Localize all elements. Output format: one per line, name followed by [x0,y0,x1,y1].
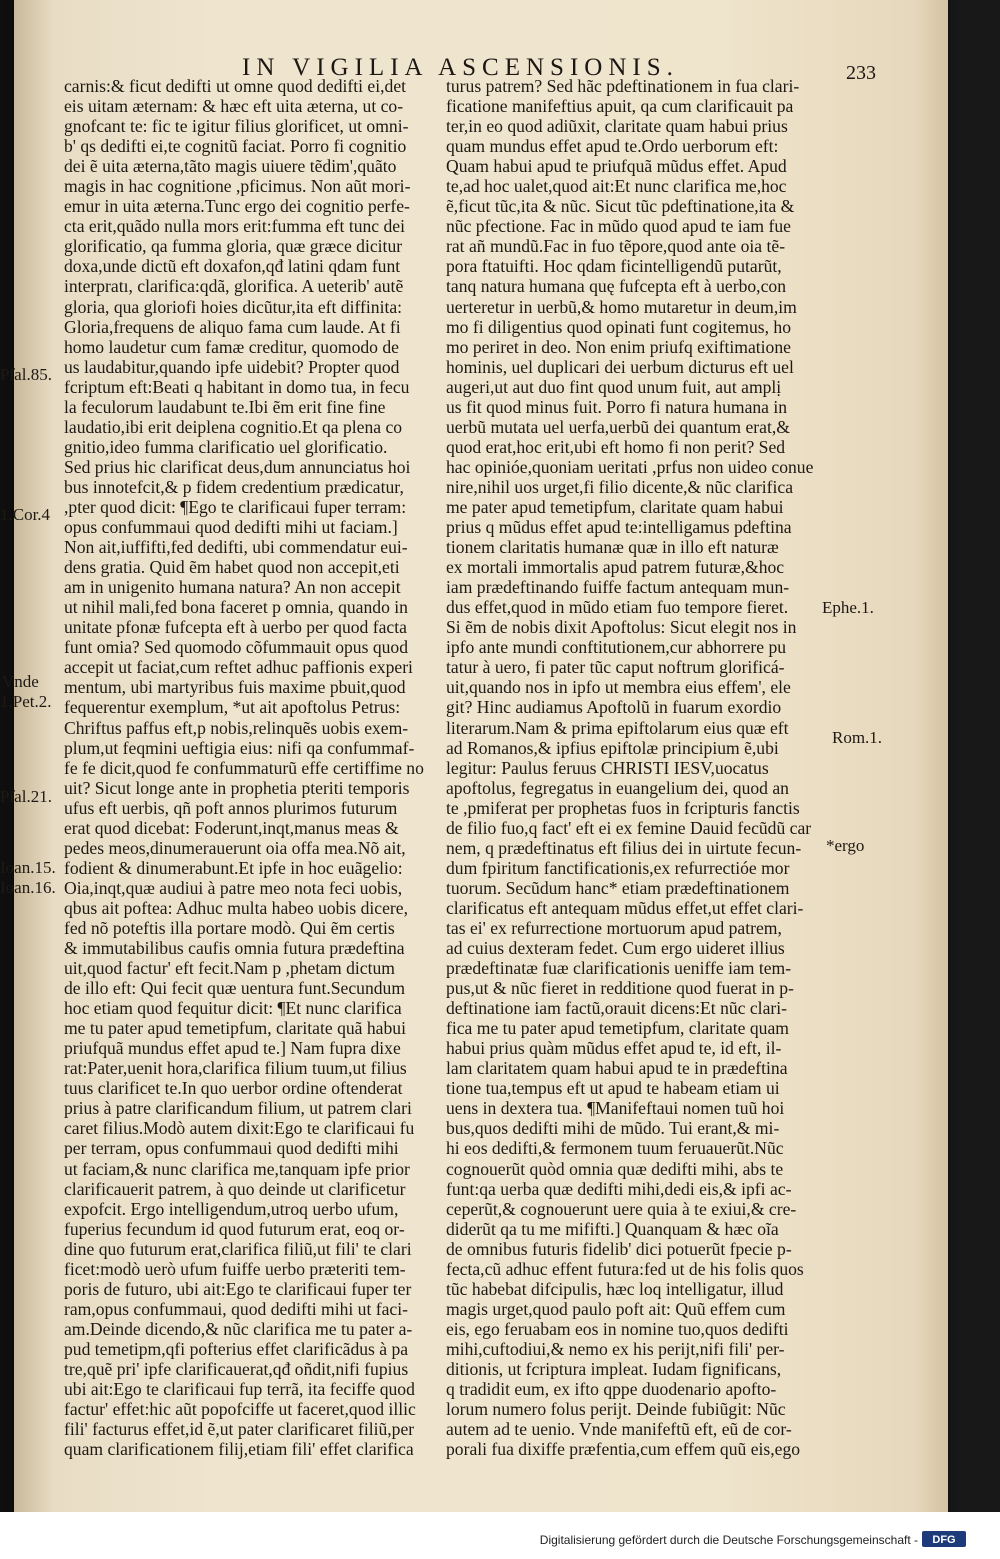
text-line: fe fe dicit,quod fe confummaturũ effe certiffime no [64,757,424,778]
text-line: dens gratia. Quid ẽm habet quod non accepit,eti [64,557,400,578]
text-line: apoftolus, fegregatus in euangelium dei, quod an [446,777,789,798]
text-line: augeri,ut aut duo fint quod unum fuit, aut amplị [446,376,782,397]
text-line: tas ei' ex refurrectione mortuorum apud patrem, [446,917,782,938]
text-line: prius à patre clarificandum filium, ut patrem clari [64,1098,412,1119]
text-line: quam mundus effet apud te.Ordo uerborum eft: [446,136,779,157]
book-edge-shadow [948,0,1000,1512]
margin-note-psal21: Pſal.21. [0,787,52,806]
text-line: mo fi diligentius quod opinati funt cogitemus, ho [446,316,792,337]
text-line: hac opinióe,quoniam ueritati ,prfus non uideo conue [446,456,814,477]
text-line: fili' facturus effet,id ẽ,ut pater clarificaret filiũ,per [64,1419,415,1440]
margin-note-1cor4: 1.Cor.4 [0,505,51,524]
dfg-logo [922,1531,966,1547]
text-line: doxa,unde dictũ eft doxafon,qđ latini qdam funt [64,256,401,277]
digitization-footer [0,1512,1000,1559]
text-line: tionem claritatis humanæ quæ in illo eft naturæ [446,537,779,558]
text-line: tũc habebat difcipulis, hæc loq intelligatur, illud [446,1278,784,1299]
text-line: fequerentur exemplum, *ut ait apoftolus Petrus: [64,697,401,718]
text-line: mihi,cuftodiui,& nemo ex his perijt,nifi fili' per- [446,1338,785,1359]
text-line: tanq natura humana quę fufcepta eft à uerbo,con [446,276,786,297]
text-line: uit,quando nos in ipfo ut membra eius effem', ele [446,677,791,698]
text-line: funt omia? Sed quomodo cõfummauit opus quod [64,637,409,658]
text-line: caret filius.Modò autem dixit:Ego te clarificaui fu [64,1118,415,1139]
text-line: Quam habui apud te priufquã mũdus effet. Apud [446,156,787,177]
text-line: ,pter quod dicit: ¶Ego te clarificaui fuper terram: [64,496,407,517]
text-line: gnitio,ideo fumma clarificatio uel glorificatio. [64,436,388,457]
text-line: laudatio,ibi erit deiplena cognitio.Et qa plena co [64,416,403,437]
text-line: magis in hac cognitione ,pficimus. Non aũt mori- [64,176,411,197]
text-line: habui prius quàm mũdus effet apud te, id eft, il- [446,1038,782,1059]
text-line: gloria, qua gloriofi hoies dicũtur,ita eft diffinita: [64,296,403,317]
text-line: ipfo ante mundi conftitutionem,cur abhorrere pu [446,637,787,658]
text-line: Sed prius hic clarificat deus,dum annunciatus hoi [64,456,411,477]
text-line: nem, q prædeftinatus eft filius dei in uirtute fecun- [446,837,802,858]
text-line: & immutabilibus caufis omnia futura prædeftina [64,938,405,959]
text-line: tre,quẽ pri' ipfe clarificauerat,qđ oñdit,nifi fupius [64,1359,409,1379]
text-line: b' qs dedifti ei,te cognitũ faciat. Porro fi cognitio [64,136,407,157]
text-line: pud temetipm,qfi pofterius effet clarificãdus à pa [64,1338,409,1359]
text-line: uit,quod factur' eft fecit.Nam p ,phetam dictum [64,958,395,979]
text-line: legitur: Paulus feruus CHRISTI IESV,uocatus [446,757,769,778]
margin-note-ioan16: Ioan.16. [0,878,56,897]
text-line: ut nihil mali,fed bona faceret p omnia, quando in [64,597,408,618]
folio-number: 233 [846,62,876,84]
funding-credit: Digitalisierung gefördert durch die Deutsche Forschungsgemeinschaft - [539,1533,918,1547]
text-line: emur in uita æterna.Tunc ergo dei cognitio perfe- [64,196,410,217]
text-line: expofcit. Ergo intelligendum,utroq uerbo ufum, [64,1198,399,1219]
text-line: rat:Pater,uenit hora,clarifica filium tuum,ut filius [64,1058,407,1079]
text-line: iam prædeftinando fuiffe factum antequam mun- [446,577,790,598]
text-line: bus,quos dedifti mihi de mũdo. Tui erant,& mi- [446,1118,780,1139]
text-line: ẽ,ficut tũc,ita & nũc. Sicut tũc pdeftinatione,ita & [446,196,795,217]
text-line: literarum.Nam & prima epiftolarum eius quæ eft [446,717,789,738]
text-line: fodient & dinumerabunt.Et ipfe in hoc euãgelio: [64,857,403,878]
text-line: porali fua dixiffe præfentia,cum effem quũ eis,ego [446,1439,801,1460]
text-line: nũc pfectione. Fac in mũdo quod apud te iam fue [446,216,791,237]
text-line: fica me tu pater apud temetipfum, claritate quam [446,1018,789,1039]
text-line: ubi ait:Ego te clarificaui fup terrã, ita feciffe quod [64,1379,415,1400]
margin-note-unde: Vnde [2,672,39,691]
margin-note-psal85: Pſal.85. [0,365,52,384]
text-line: de illo eft: Qui fecit quæ uentura funt.Secundum [64,978,406,999]
dfg-logo-text: DFG [932,1534,956,1546]
text-line: bus innotefcit,& p fidem credentium prædicatur, [64,476,404,497]
text-line: us laudabitur,quando ipfe uidebit? Propter quod [64,356,400,377]
text-line: glorificatio, qa fumma gloria, quæ græce dicitur [64,236,403,257]
text-line: te ,pmiferat per prophetas fuos in fcripturis fanctis [446,797,800,818]
text-line: erat quod dicebat: Foderunt,inqt,manus meas & [64,817,399,838]
text-line: pus,ut & nũc fieret in redditione quod fuerat in p- [446,978,794,999]
left-text-column [64,76,424,1459]
text-line: de omnibus futuris fidelib' dici potuerũt fpecie p- [446,1238,792,1259]
text-line: ditionis, ut fcriptura impleat. Iudam fignificans, [446,1359,782,1379]
text-line: tuus clarificet te.In quo uerbor ordine oftenderat [64,1078,403,1099]
text-line: uit? Sicut longe ante in prophetia pteriti temporis [64,777,410,798]
text-line: rat añ mundũ.Fac in fuo tẽpore,quod ante oia tẽ- [446,236,786,257]
text-line: per terram, opus confummaui quod dedifti mihi [64,1138,399,1159]
text-line: ad Romanos,& ipfius epiftolæ principium ẽ,ubi [446,737,779,758]
text-line: pedes meos,dinumerauerunt oia offa mea.Nõ ait, [64,837,406,858]
text-line: clarificauerit patrem, à quo deinde ut clarificetur [64,1178,406,1199]
text-line: nire,nihil uos urget,fi filio dicente,& nũc clarifica [446,476,794,497]
text-line: ufus eft uerbis, qñ poft annos plurimos futurum [64,797,398,818]
margin-note-ioan15: Ioan.15. [0,858,56,877]
margin-note-rom1: Rom.1. [832,728,883,747]
text-line: diderũt qa tu me mififti.] Quanquam & hæc oĩa [446,1218,779,1239]
running-title: IN VIGILIA ASCENSIONIS. [242,54,679,81]
text-line: uerbũ mutata uel uerfa,uerbũ dei quantum erat,& [446,416,790,437]
text-line: mo periret in deo. Non enim priufq exiftimatione [446,336,791,357]
text-line: ex mortali immortalis apud patrem futuræ,&hoc [446,557,785,578]
text-line: plum,ut feqmini ueftigia eius: nifi qa confummaf- [64,737,415,758]
text-line: fuperius fecundum id quod futurum erat, eoq or- [64,1218,405,1239]
text-line: fed nõ poteftis illa portare modò. Qui ẽm certis [64,917,395,938]
text-line: autem ad te uenio. Vnde manifeftũ eft, eũ de cor- [446,1419,792,1440]
text-line: fecta,cũ adhuc effent futura:fed ut de his folis quos [446,1258,804,1279]
margin-note-ergo: *ergo [826,836,865,855]
text-line: dus effet,quod in mũdo etiam fuo tempore fieret. [446,597,789,618]
text-line: funt:qa uerba quæ dedifti mihi,dedi eis,& ipfi ac- [446,1178,792,1199]
text-line: dum fpiritum fanctificationis,ex refurrectióe mor [446,857,790,878]
text-line: eis uitam æternam: & hæc eft uita æterna, ut co- [64,96,404,117]
text-line: ficet:modò uerò ufum fuiffe uerbo præteriti tem- [64,1258,406,1279]
text-line: hominis, uel duplicari dei uerbum dicturus eft uel [446,356,794,377]
text-line: magis urget,quod paulo poft ait: Quũ effem cum [446,1298,786,1319]
text-line: git? Hinc audiamus Apoftolũ in fuarum exordio [446,697,782,718]
text-line: tione tua,tempus eft ut apud te habeam etiam ui [446,1078,780,1099]
text-line: unitate pfonæ fufcepta eft à uerbo per quod facta [64,617,407,638]
text-line: gnofcant te: fic te igitur filius glorificet, ut omni- [64,116,409,137]
text-line: ut faciam,& nunc clarifica me,tanquam ipfe prior [64,1158,410,1179]
text-line: turus patrem? Sed hãc pdeftinationem in fua clari- [446,76,800,96]
text-line: pora ftatuifti. Hoc qdam ficintelligendũ putarũt, [446,256,782,277]
text-line: q tradidit eum, ex ifto qppe duodenario apofto- [446,1379,777,1400]
text-line: hi eos dedifti,& fermonem tuum feruauerũt.Nũc [446,1138,784,1159]
text-line: Oia,inqt,quæ audiui à patre meo nota feci uobis, [64,877,403,898]
text-line: ficatione manifeftius apuit, qa cum clarificauit pa [446,96,794,117]
text-line: interpratı, clarifica:qdã, glorifica. A ueterib' autẽ [64,276,404,297]
text-line: cognouerũt quòd omnia quæ dedifti mihi, abs te [446,1158,784,1179]
margin-note-1pet2: 1.Pet.2. [0,692,52,711]
text-line: la feculorum laudabunt te.Ibi ẽm erit fine fine [64,396,386,417]
text-line: ram,opus confummaui, quod dedifti mihi ut faci- [64,1298,408,1319]
text-line: uens in dextera tua. ¶Manifeftaui nomen tuũ hoi [446,1098,785,1119]
text-line: ceperũt,& cognouerunt uere quia à te exiui,& cre- [446,1198,797,1219]
text-line: am.Deinde dicendo,& nũc clarifica me tu pater a- [64,1318,413,1339]
text-line: Si ẽm de nobis dixit Apoftolus: Sicut elegit nos in [446,617,797,638]
text-line: lam claritatem quam habui apud te in prædeftina [446,1058,788,1079]
text-line: homo laudetur cum famæ creditur, quomodo de [64,336,399,357]
margin-note-ephe1: Ephe.1. [822,598,874,617]
text-line: mentum, ubi martyribus fuis maxime pbuit,quod [64,677,406,698]
text-line: clarificatus eft antequam mũdus effet,ut effet clari- [446,897,804,918]
text-line: fcriptum eft:Beati q habitant in domo tua, in fecu [64,376,410,397]
text-line: dei ẽ uita æterna,tãto magis uiuere tẽdim',quãto [64,156,397,177]
text-line: cta erit,quãdo nulla mors erit:fumma eft tunc dei [64,216,406,237]
text-line: qbus ait poftea: Adhuc multa habeo uobis dicere, [64,897,408,918]
text-line: priufquã mundus effet apud te.] Nam fupra dixe [64,1038,401,1059]
text-line: us fit quod minus fuit. Porro fi natura humana in [446,396,788,417]
text-line: factur' effet:hic aũt popofciffe ut faceret,quod illic [64,1399,416,1420]
text-line: quod erat,hoc erit,ubi eft homo fi non perit? Sed [446,436,786,457]
text-line: deftinatione iam factũ,orauit dicens:Et nũc clari- [446,998,787,1019]
text-line: hoc etiam quod fequitur dicit: ¶Et nunc clarifica [64,998,402,1019]
text-line: Chriftus paffus eft,p nobis,relinquẽs uobis exem- [64,717,409,738]
text-line: Non ait,iuffifti,fed dedifti, ubi commendatur eui- [64,537,408,558]
right-text-column [446,76,826,1459]
text-line: ter,in eo quod adiũxit, claritate quam habui prius [446,116,788,137]
text-line: uerteretur in uerbũ,& homo mutaretur in deum,im [446,296,797,317]
text-line: am in unigenito humana natura? An non accepit [64,577,401,598]
text-line: poris de futuro, ubi ait:Ego te clarificaui fuper ter [64,1278,412,1299]
text-line: ad cuius dexteram fedet. Cum ergo uideret illius [446,938,785,959]
text-line: opus confummaui quod dedifti mihi ut faciam.] [64,517,398,538]
text-line: tatur à uero, fi pater tũc caput noftrum glorificá- [446,657,785,678]
text-line: eis, ego feruabam eos in nomine tuo,quos dedifti [446,1318,789,1339]
text-line: prius q mũdus effet apud te:intelligamus pdeftina [446,517,792,538]
text-line: de filio fuo,q fact' eft ei ex femine Dauid fecũdũ car [446,817,812,838]
text-line: Gloria,frequens de aliquo fama cum laude. At fi [64,316,401,337]
text-line: me tu pater apud temetipfum, claritate quã habui [64,1018,406,1039]
text-line: te,ad hoc ualet,quod ait:Et nunc clarifica me,hoc [446,176,787,197]
text-line: dine quo futurum erat,clarifica filiũ,ut fili' te clari [64,1238,412,1259]
text-line: lorum numero folus perijt. Deinde fubiũgit: Nũc [446,1399,786,1420]
text-line: me pater apud temetipfum, claritate quam habui [446,496,784,517]
text-line: accepit ut faciat,cum reftet adhuc paffionis experi [64,657,413,678]
text-line: carnis:& ficut dedifti ut omne quod dedifti ei,det [64,76,407,96]
text-line: quam clarificationem filij,etiam fili' effet clarifica [64,1439,414,1460]
text-line: prædeftinatæ fuæ clarificationis ueniffe iam tem- [446,958,792,979]
text-line: tuorum. Secũdum hanc* etiam prædeftinationem [446,877,790,898]
